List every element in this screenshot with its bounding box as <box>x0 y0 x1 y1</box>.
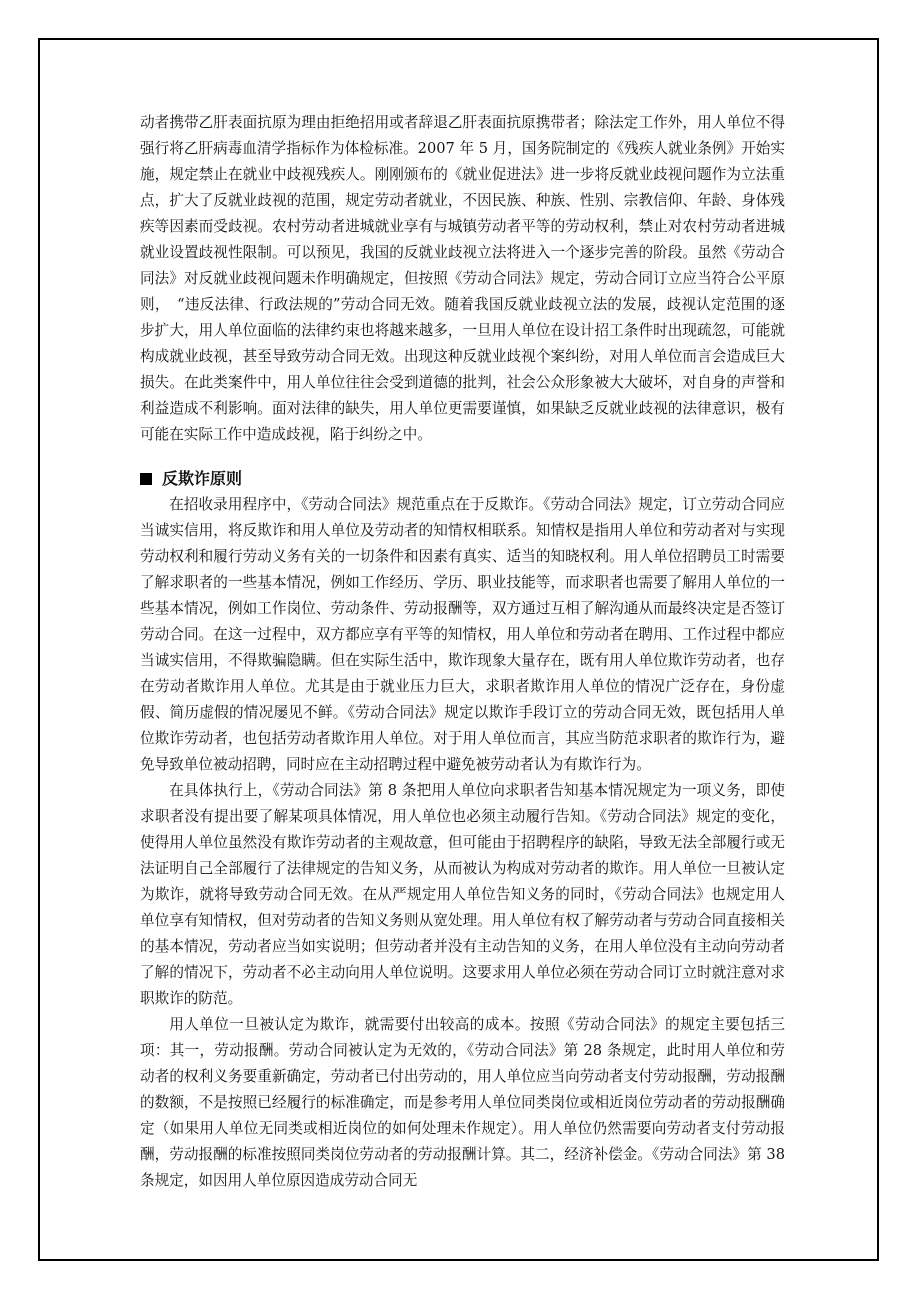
paragraph-anti-fraud-1: 在招收录用程序中，《劳动合同法》规范重点在于反欺诈。《劳动合同法》规定，订立劳动合同应当诚实信用，将反欺诈和用人单位及劳动者的知情权相联系。知情权是指用人单位和劳动者对与实现劳动权利和履行劳动义务有关的一切条件和因素有真实、适当的知晓权利。用人单位招聘员工时需要了解求职者的一些基本情况，例如工作经历、学历、职业技能等，而求职者也需要了解用人单位的一些基本情况，例如工作岗位、劳动条件、劳动报酬等，双方通过互相了解沟通从而最终决定是否签订劳动合同。在这一过程中，双方都应享有平等的知情权，用人单位和劳动者在聘用、工作过程中都应当诚实信用，不得欺骗隐瞒。但在实际生活中，欺诈现象大量存在，既有用人单位欺诈劳动者，也存在劳动者欺诈用人单位。尤其是由于就业压力巨大，求职者欺诈用人单位的情况广泛存在，身份虚假、简历虚假的情况屡见不鲜。《劳动合同法》规定以欺诈手段订立的劳动合同无效，既包括用人单位欺诈劳动者，也包括劳动者欺诈用人单位。对于用人单位而言，其应当防范求职者的欺诈行为，避免导致单位被动招聘，同时应在主动招聘过程中避免被劳动者认为有欺诈行为。 <box>140 496 785 773</box>
section-heading-title: 反欺诈原则 <box>162 469 243 488</box>
black-square-icon <box>140 473 152 485</box>
paragraph-anti-discrimination: 动者携带乙肝表面抗原为理由拒绝招用或者辞退乙肝表面抗原携带者；除法定工作外，用人单位不得强行将乙肝病毒血清学指标作为体检标准。2007 年 5 月，国务院制定的《残疾人就业条例》开始实施，规定禁止在就业中歧视残疾人。刚刚颁布的《就业促进法》进一步将反就业歧视问题作为立法重点，扩大了反就业歧视的范围，规定劳动者就业，不因民族、种族、性别、宗教信仰、年龄、身体残疾等因素而受歧视。农村劳动者进城就业享有与城镇劳动者平等的劳动权利，禁止对农村劳动者进城就业设置歧视性限制。可以预见，我国的反就业歧视立法将进入一个逐步完善的阶段。虽然《劳动合同法》对反就业歧视问题未作明确规定，但按照《劳动合同法》规定，劳动合同订立应当符合公平原则， “违反法律、行政法规的”劳动合同无效。随着我国反就业歧视立法的发展，歧视认定范围的逐步扩大，用人单位面临的法律约束也将越来越多，一旦用人单位在设计招工条件时出现疏忽，可能就构成就业歧视，甚至导致劳动合同无效。出现这种反就业歧视个案纠纷，对用人单位而言会造成巨大损失。在此类案件中，用人单位往往会受到道德的批判，社会公众形象被大大破坏，对自身的声誉和利益造成不利影响。面对法律的缺失，用人单位更需要谨慎，如果缺乏反就业歧视的法律意识，极有可能在实际工作中造成歧视，陷于纠纷之中。 <box>140 114 785 443</box>
paragraph-anti-fraud-2: 在具体执行上，《劳动合同法》第 8 条把用人单位向求职者告知基本情况规定为一项义务，即使求职者没有提出要了解某项具体情况，用人单位也必须主动履行告知。《劳动合同法》规定的变化，使得用人单位虽然没有欺诈劳动者的主观故意，但可能由于招聘程序的缺陷，导致无法全部履行或无法证明自己全部履行了法律规定的告知义务，从而被认为构成对劳动者的欺诈。用人单位一旦被认定为欺诈，就将导致劳动合同无效。在从严规定用人单位告知义务的同时，《劳动合同法》也规定用人单位享有知情权，但对劳动者的告知义务则从宽处理。用人单位有权了解劳动者与劳动合同直接相关的基本情况，劳动者应当如实说明；但劳动者并没有主动告知的义务，在用人单位没有主动向劳动者了解的情况下，劳动者不必主动向用人单位说明。这要求用人单位必须在劳动合同订立时就注意对求职欺诈的防范。 <box>140 782 785 1007</box>
section-heading <box>140 466 785 492</box>
paragraph-anti-fraud-3: 用人单位一旦被认定为欺诈，就需要付出较高的成本。按照《劳动合同法》的规定主要包括三项：其一，劳动报酬。劳动合同被认定为无效的，《劳动合同法》第 28 条规定，此时用人单位和劳动者的权利义务要重新确定，劳动者已付出劳动的，用人单位应当向劳动者支付劳动报酬，劳动报酬的数额，不是按照已经履行的标准确定，而是参考用人单位同类岗位或相近岗位劳动者的劳动报酬确定（如果用人单位无同类或相近岗位的如何处理未作规定）。用人单位仍然需要向劳动者支付劳动报酬，劳动报酬的标准按照同类岗位劳动者的劳动报酬计算。其二，经济补偿金。《劳动合同法》第 38 条规定，如因用人单位原因造成劳动合同无 <box>140 1016 785 1189</box>
document-body <box>140 110 785 1194</box>
